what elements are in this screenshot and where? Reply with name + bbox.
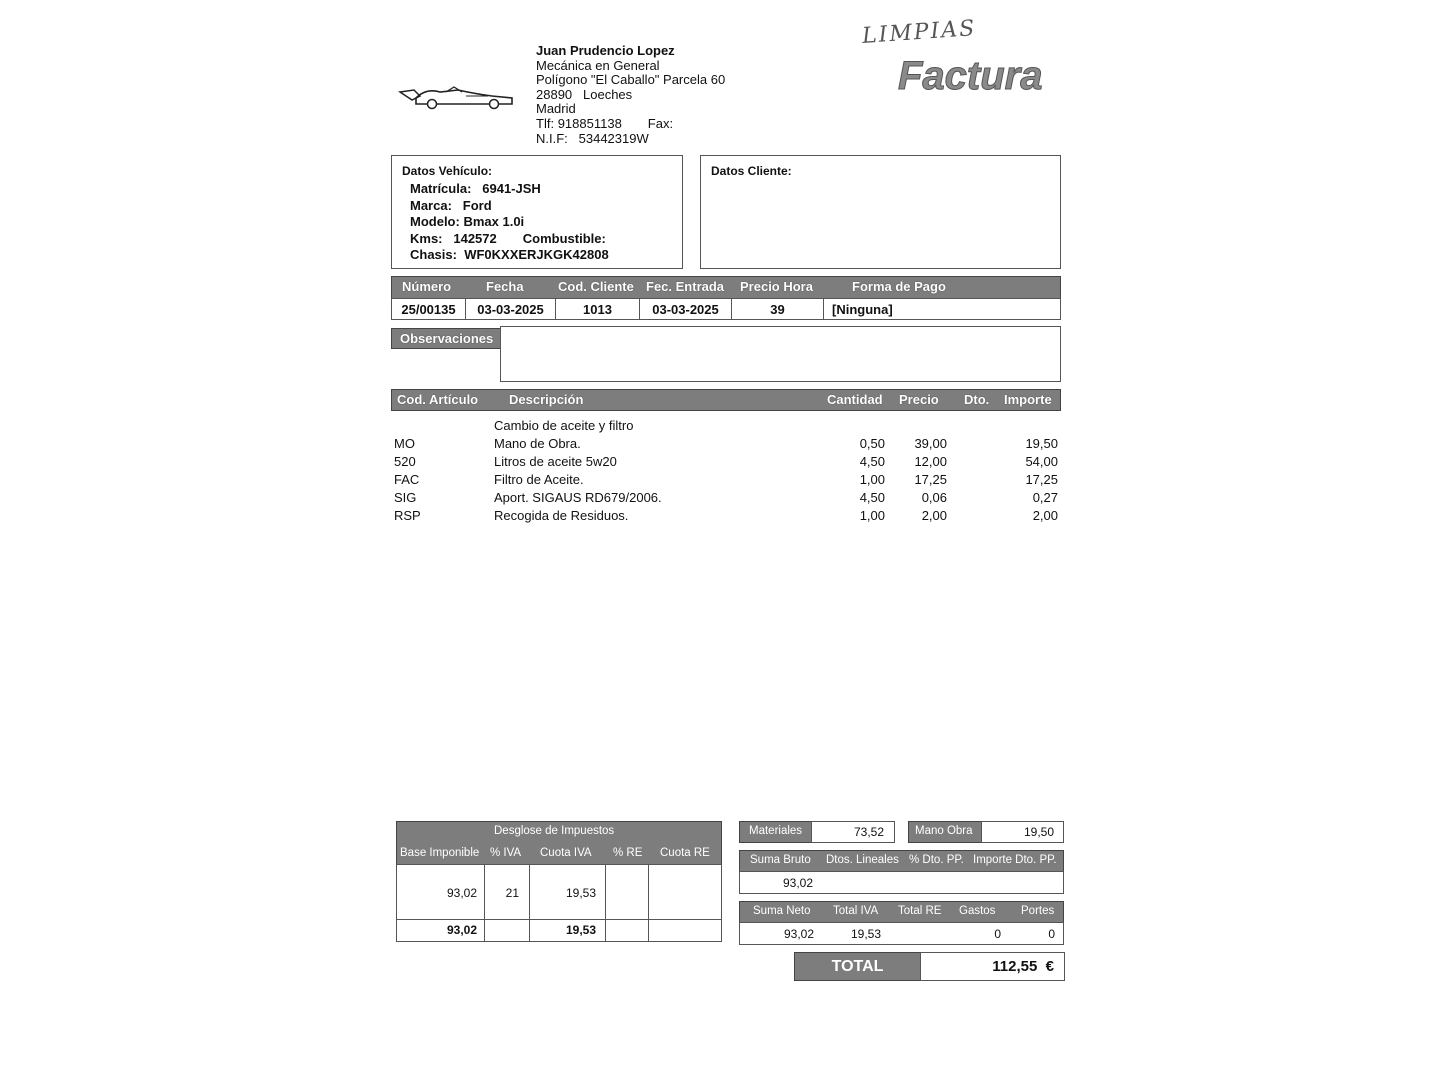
col-importe: Importe <box>1004 392 1052 407</box>
col-forma-pago: Forma de Pago <box>852 279 946 294</box>
vehicle-data-box <box>391 155 683 269</box>
col-total-re: Total RE <box>898 905 942 917</box>
item-amount: 54,00 <box>1025 454 1058 469</box>
company-info <box>536 44 725 146</box>
payment-method: [Ninguna] <box>832 301 893 317</box>
tax-iva-quota-value: 19,53 <box>565 886 596 900</box>
col-portes: Portes <box>1021 905 1055 917</box>
tax-iva-quota-total: 19,53 <box>565 923 596 937</box>
labor-value: 19,50 <box>1023 825 1054 839</box>
chassis-label: Chasis: <box>410 247 457 262</box>
item-code: SIG <box>394 490 417 505</box>
tax-divider <box>605 864 606 942</box>
race-car-logo-icon <box>396 84 518 110</box>
items-group-title: Cambio de aceite y filtro <box>494 418 634 433</box>
client-data-label: Datos Cliente: <box>711 164 792 178</box>
item-code: RSP <box>394 508 421 523</box>
tax-base-value: 93,02 <box>446 886 477 900</box>
total-value-box <box>920 952 1065 981</box>
item-quantity: 1,00 <box>859 472 885 487</box>
tax-col-re-quota: Cuota RE <box>660 847 710 859</box>
tax-divider <box>648 864 649 942</box>
item-amount: 19,50 <box>1025 436 1058 451</box>
materials-label-bar <box>739 821 812 843</box>
item-price: 17,25 <box>914 472 947 487</box>
item-description: Filtro de Aceite. <box>494 472 584 487</box>
item-amount: 2,00 <box>1032 508 1058 523</box>
phone-label: Tlf: <box>536 115 555 131</box>
col-precio-hora: Precio Hora <box>740 279 813 294</box>
tax-divider <box>484 864 485 942</box>
company-phone: 918851138 <box>557 115 622 131</box>
vehicle-brand-row <box>410 198 492 215</box>
col-numero: Número <box>402 279 452 294</box>
tax-divider <box>529 864 530 942</box>
model-label: Modelo: <box>410 214 460 229</box>
handwritten-note: LIMPIAS <box>861 16 978 49</box>
total-value: 112,55 <box>992 958 1038 975</box>
company-nif: 53442319W <box>578 130 649 146</box>
item-quantity: 0,50 <box>859 436 885 451</box>
observations-box <box>500 326 1061 382</box>
col-dto-pp: % Dto. PP. <box>909 854 964 866</box>
company-activity: Mecánica en General <box>536 57 660 73</box>
vehicle-data-label: Datos Vehículo: <box>402 164 493 178</box>
item-code: FAC <box>394 472 420 487</box>
item-price: 39,00 <box>914 436 947 451</box>
item-amount: 17,25 <box>1025 472 1058 487</box>
company-province: Madrid <box>536 101 576 117</box>
item-price: 12,00 <box>914 454 947 469</box>
col-fecha: Fecha <box>486 279 524 294</box>
hourly-price: 39 <box>732 299 824 319</box>
col-cod-cliente: Cod. Cliente <box>558 279 634 294</box>
labor-label: Mano Obra <box>915 825 973 837</box>
net-sum-value: 93,02 <box>783 927 814 941</box>
vehicle-chassis-row <box>410 247 609 264</box>
kms-label: Kms: <box>410 230 443 246</box>
item-quantity: 1,00 <box>859 508 885 523</box>
document-title: Factura <box>898 54 1043 98</box>
col-fec-entrada: Fec. Entrada <box>646 279 725 294</box>
item-code: MO <box>394 436 415 451</box>
item-code: 520 <box>394 454 416 469</box>
item-price: 0,06 <box>921 490 947 505</box>
item-description: Litros de aceite 5w20 <box>494 454 617 469</box>
net-header-bar <box>739 901 1064 923</box>
gross-values-row <box>739 871 1064 894</box>
item-description: Mano de Obra. <box>494 436 581 451</box>
vehicle-model-row <box>410 214 524 231</box>
model-value: Bmax 1.0i <box>463 214 525 229</box>
company-name: Juan Prudencio Lopez <box>536 43 675 58</box>
vehicle-kms-row <box>410 231 606 248</box>
item-quantity: 4,50 <box>859 490 885 505</box>
col-cod-articulo: Cod. Artículo <box>397 392 479 407</box>
tax-col-re-pct: % RE <box>613 847 643 859</box>
tax-breakdown-header <box>396 821 722 865</box>
kms-value: 142572 <box>453 230 497 246</box>
brand-value: Ford <box>462 197 492 213</box>
net-values-row <box>739 922 1064 945</box>
invoice-header-bar <box>391 276 1061 299</box>
observations-label: Observaciones <box>400 331 494 346</box>
item-description: Aport. SIGAUS RD679/2006. <box>494 490 662 505</box>
portes-value: 0 <box>1048 927 1055 941</box>
vehicle-plate-row <box>410 181 541 198</box>
nif-label: N.I.F: <box>536 130 568 146</box>
col-importe-dto-pp: Importe Dto. PP. <box>973 854 1057 866</box>
plate-value: 6941-JSH <box>482 181 541 196</box>
fuel-label: Combustible: <box>522 230 606 246</box>
tax-col-iva-quota: Cuota IVA <box>540 847 592 859</box>
client-data-box <box>700 155 1061 269</box>
gross-sum-value: 93,02 <box>783 876 814 890</box>
client-code: 1013 <box>556 299 640 319</box>
observations-label-bar <box>391 328 501 349</box>
tax-base-total: 93,02 <box>446 923 477 937</box>
total-iva-value: 19,53 <box>850 927 881 941</box>
items-header-bar <box>391 389 1061 411</box>
total-label: TOTAL <box>794 952 921 981</box>
currency-symbol: € <box>1045 958 1054 975</box>
company-city-line <box>536 88 725 103</box>
col-dto: Dto. <box>964 392 990 407</box>
materials-value: 73,52 <box>853 825 884 839</box>
company-postal-code: 28890 <box>536 86 573 102</box>
col-total-iva: Total IVA <box>833 905 879 917</box>
item-description: Recogida de Residuos. <box>494 508 629 523</box>
company-address: Polígono "El Caballo" Parcela 60 <box>536 72 726 88</box>
entry-date: 03-03-2025 <box>640 299 732 319</box>
company-city: Loeches <box>583 86 633 102</box>
tax-breakdown-title: Desglose de Impuestos <box>494 825 615 837</box>
chassis-value: WF0KXXERJKGK42808 <box>464 247 609 262</box>
col-dtos-lineales: Dtos. Lineales <box>826 854 899 866</box>
materials-label: Materiales <box>749 825 803 837</box>
invoice-date: 03-03-2025 <box>466 299 556 319</box>
brand-label: Marca: <box>410 197 452 213</box>
col-descripcion: Descripción <box>509 392 584 407</box>
invoice-number: 25/00135 <box>392 299 466 319</box>
col-precio: Precio <box>899 392 939 407</box>
col-suma-bruto: Suma Bruto <box>750 854 811 866</box>
materials-value-box <box>811 821 895 843</box>
tax-iva-pct-value: 21 <box>505 886 519 900</box>
invoice-header-values <box>391 298 1061 320</box>
col-cantidad: Cantidad <box>827 392 883 407</box>
tax-col-iva-pct: % IVA <box>490 847 522 859</box>
company-phone-line <box>536 117 725 132</box>
gastos-value: 0 <box>994 927 1001 941</box>
item-amount: 0,27 <box>1032 490 1058 505</box>
fax-label: Fax: <box>647 115 674 131</box>
labor-value-box <box>981 821 1064 843</box>
gross-header-bar <box>739 850 1064 872</box>
labor-label-bar <box>908 821 982 843</box>
col-gastos: Gastos <box>959 905 996 917</box>
plate-label: Matrícula: <box>410 181 472 196</box>
item-quantity: 4,50 <box>859 454 885 469</box>
tax-col-base: Base Imponible <box>400 847 480 859</box>
company-nif-line <box>536 132 725 147</box>
col-suma-neto: Suma Neto <box>753 905 811 917</box>
item-price: 2,00 <box>921 508 947 523</box>
